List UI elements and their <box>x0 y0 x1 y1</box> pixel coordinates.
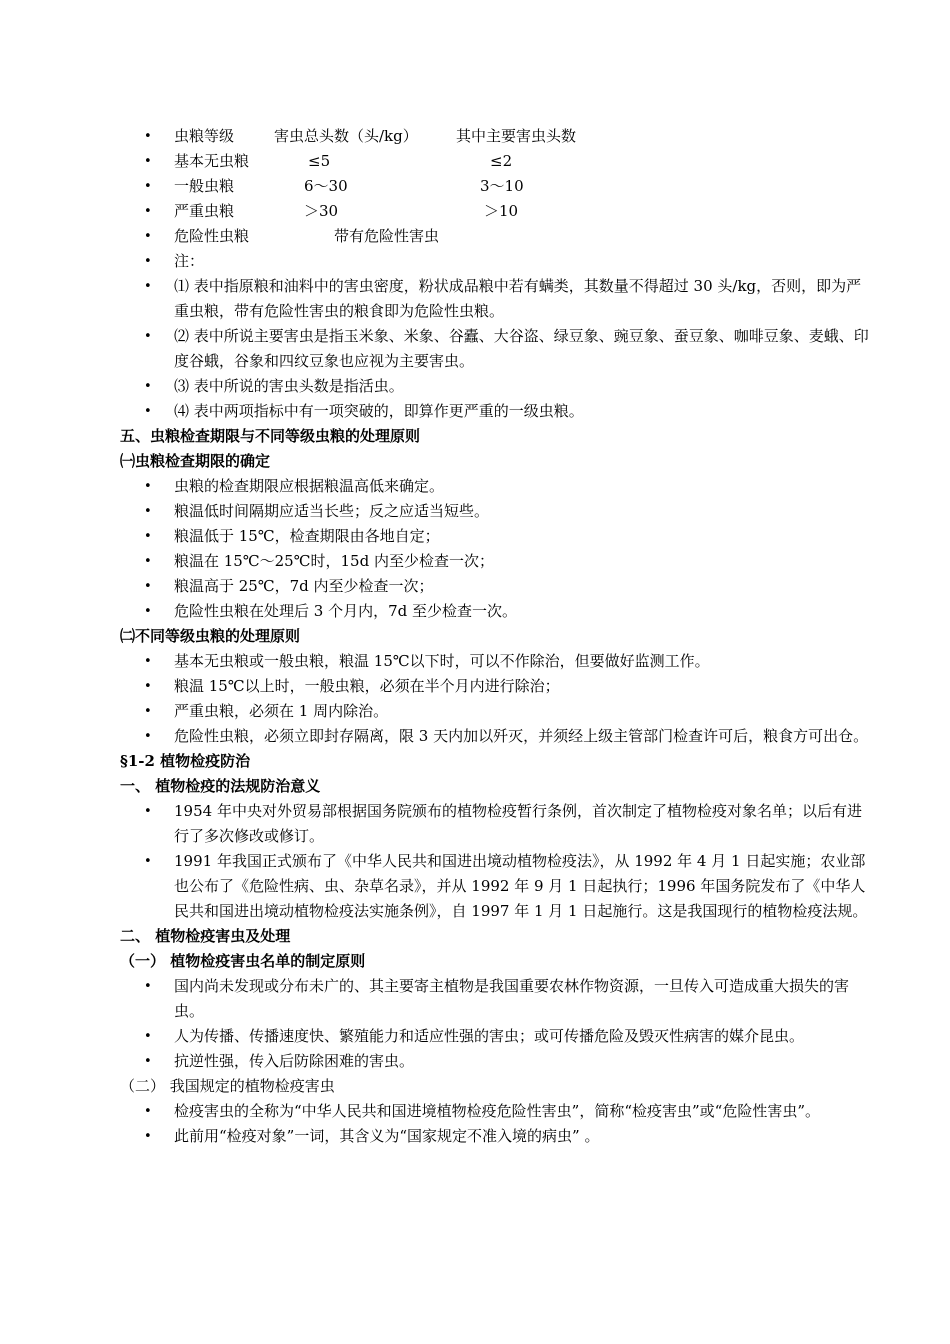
list-item-text: 粮温低时间隔期应适当长些；反之应适当短些。 <box>174 502 490 520</box>
list-item <box>120 599 875 624</box>
list-item-text: 1991 年我国正式颁布了《中华人民共和国进出境动植物检疫法》，从 1992 年 4 月 1 日起实施；农业部也公布了《危险性病、虫、杂草名录》，并从 1992 年 9 月 1 日起执行；1996 年国务院发布了《中华人民共和国进出境动植物检疫法实施条例》，自 1997 年 1 月 1 日起施行。这是我国现行的植物检疫法规。 <box>174 852 868 920</box>
list-item-text: 粮温低于 15℃，检查期限由各地自定； <box>174 527 440 545</box>
document-body <box>120 124 875 1149</box>
list-item-text: 1954 年中央对外贸易部根据国务院颁布的植物检疫暂行条例，首次制定了植物检疫对象名单；以后有进行了多次修改或修订。 <box>174 802 862 845</box>
main-cell: ≤2 <box>490 152 513 170</box>
note-text: ⑵ 表中所说主要害虫是指玉米象、米象、谷蠹、大谷盗、绿豆象、豌豆象、蚕豆象、咖啡豆象、麦蛾、印度谷蛾，谷象和四纹豆象也应视为主要害虫。 <box>174 327 869 370</box>
bullet-icon: • <box>144 479 152 494</box>
bullet-icon: • <box>144 579 152 594</box>
list-item <box>120 699 875 724</box>
subsection-heading: （一） 植物检疫害虫名单的制定原则 <box>120 952 366 970</box>
list-item-text: 国内尚未发现或分布未广的、其主要寄主植物是我国重要农林作物资源，一旦传入可造成重大损失的害虫。 <box>174 977 850 1020</box>
bullet-icon: • <box>144 654 152 669</box>
bullet-icon: • <box>144 279 152 294</box>
bullet-icon: • <box>144 979 152 994</box>
bullet-icon: • <box>144 154 152 169</box>
note-item <box>120 399 875 424</box>
bullet-icon: • <box>144 529 152 544</box>
list-item <box>120 1049 875 1074</box>
subsection-heading: ㈠虫粮检查期限的确定 <box>120 452 271 470</box>
list-item-text: 人为传播、传播速度快、繁殖能力和适应性强的害虫；或可传播危险及毁灭性病害的媒介昆虫。 <box>174 1027 805 1045</box>
list-item <box>120 524 875 549</box>
grade-table-header <box>120 124 875 149</box>
bullet-icon: • <box>144 204 152 219</box>
bullet-icon: • <box>144 1129 152 1144</box>
list-item <box>120 1099 875 1124</box>
note-text: ⑷ 表中两项指标中有一项突破的，即算作更严重的一级虫粮。 <box>174 402 584 420</box>
header-total: 害虫总头数（头/kg） <box>274 127 418 145</box>
list-item <box>120 674 875 699</box>
list-item-text: 检疫害虫的全称为“中华人民共和国进境植物检疫危险性害虫”，简称“检疫害虫”或“危险性害虫”。 <box>174 1102 821 1120</box>
list-item <box>120 1024 875 1049</box>
grade-cell: 一般虫粮 <box>174 177 235 195</box>
list-item <box>120 574 875 599</box>
danger-cell: 带有危险性害虫 <box>334 227 440 245</box>
list-item-text: 基本无虫粮或一般虫粮，粮温 15℃以下时，可以不作除治，但要做好监测工作。 <box>174 652 710 670</box>
bullet-icon: • <box>144 554 152 569</box>
chapter-heading: §1-2 植物检疫防治 <box>120 752 251 770</box>
list-item-text: 危险性虫粮在处理后 3 个月内，7d 至少检查一次。 <box>174 602 517 620</box>
note-item <box>120 274 875 324</box>
list-item <box>120 499 875 524</box>
grade-cell: 基本无虫粮 <box>174 152 250 170</box>
section-heading: 五、虫粮检查期限与不同等级虫粮的处理原则 <box>120 427 421 445</box>
bullet-icon: • <box>144 1054 152 1069</box>
total-cell: 6～30 <box>304 177 348 195</box>
bullet-icon: • <box>144 604 152 619</box>
note-text: ⑶ 表中所说的害虫头数是指活虫。 <box>174 377 404 395</box>
grade-row <box>120 149 875 174</box>
main-cell: 3～10 <box>480 177 524 195</box>
grade-cell: 危险性虫粮 <box>174 227 250 245</box>
total-cell: ＞30 <box>304 202 339 220</box>
bullet-icon: • <box>144 229 152 244</box>
list-item <box>120 474 875 499</box>
bullet-icon: • <box>144 179 152 194</box>
bullet-icon: • <box>144 129 152 144</box>
note-text: ⑴ 表中指原粮和油料中的害虫密度，粉状成品粮中若有螨类，其数量不得超过 30 头/kg，否则，即为严重虫粮，带有危险性害虫的粮食即为危险性虫粮。 <box>174 277 862 320</box>
bullet-icon: • <box>144 1029 152 1044</box>
list-item <box>120 974 875 1024</box>
grade-row <box>120 174 875 199</box>
note-item <box>120 374 875 399</box>
note-item <box>120 324 875 374</box>
list-item <box>120 724 875 749</box>
list-item-text: 虫粮的检查期限应根据粮温高低来确定。 <box>174 477 445 495</box>
bullet-icon: • <box>144 1104 152 1119</box>
list-item <box>120 849 875 924</box>
list-item-text: 粮温在 15℃～25℃时，15d 内至少检查一次； <box>174 552 494 570</box>
bullet-icon: • <box>144 854 152 869</box>
header-grade: 虫粮等级 <box>174 127 235 145</box>
section-heading: 一、 植物检疫的法规防治意义 <box>120 777 321 795</box>
grade-cell: 严重虫粮 <box>174 202 235 220</box>
grade-row <box>120 199 875 224</box>
header-main: 其中主要害虫头数 <box>456 127 577 145</box>
list-item-text: 抗逆性强，传入后防除困难的害虫。 <box>174 1052 415 1070</box>
bullet-icon: • <box>144 504 152 519</box>
subsection-heading: ㈡不同等级虫粮的处理原则 <box>120 627 301 645</box>
section-heading: 二、 植物检疫害虫及处理 <box>120 927 291 945</box>
grade-row-danger <box>120 224 875 249</box>
bullet-icon: • <box>144 329 152 344</box>
main-cell: ＞10 <box>484 202 519 220</box>
note-label <box>120 249 875 274</box>
list-item-text: 粮温高于 25℃，7d 内至少检查一次； <box>174 577 434 595</box>
list-item-text: 粮温 15℃以上时，一般虫粮，必须在半个月内进行除治； <box>174 677 560 695</box>
list-item <box>120 649 875 674</box>
note-label-text: 注： <box>174 252 205 270</box>
bullet-icon: • <box>144 379 152 394</box>
list-item-text: 严重虫粮，必须在 1 周内除治。 <box>174 702 389 720</box>
list-item-text: 危险性虫粮，必须立即封存隔离，限 3 天内加以歼灭，并须经上级主管部门检查许可后，粮食方可出仓。 <box>174 727 869 745</box>
bullet-icon: • <box>144 679 152 694</box>
bullet-icon: • <box>144 729 152 744</box>
list-item <box>120 549 875 574</box>
subsection-heading: （二） 我国规定的植物检疫害虫 <box>120 1077 335 1095</box>
total-cell: ≤5 <box>308 152 331 170</box>
list-item <box>120 1124 875 1149</box>
list-item-text: 此前用“检疫对象”一词，其含义为“国家规定不准入境的病虫” 。 <box>174 1127 600 1145</box>
bullet-icon: • <box>144 804 152 819</box>
list-item <box>120 799 875 849</box>
bullet-icon: • <box>144 254 152 269</box>
bullet-icon: • <box>144 404 152 419</box>
bullet-icon: • <box>144 704 152 719</box>
